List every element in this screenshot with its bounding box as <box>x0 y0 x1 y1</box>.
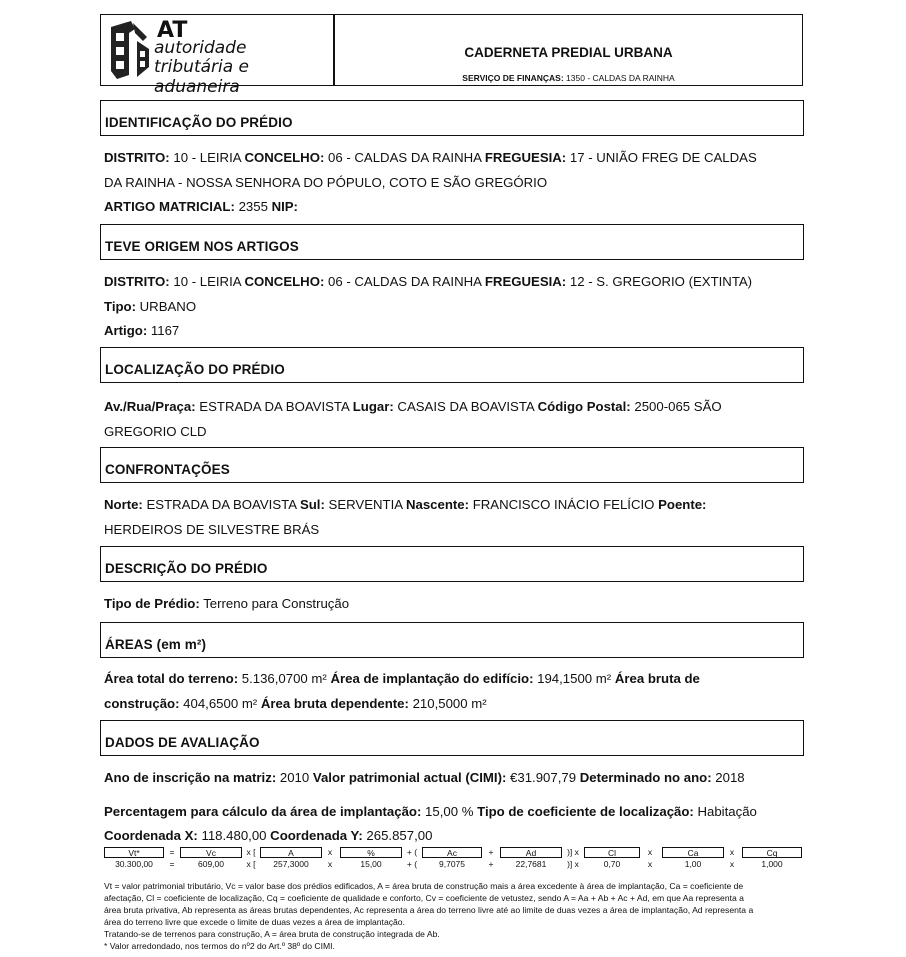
descricao-body: Tipo de Prédio: Terreno para Construção <box>104 596 350 611</box>
document-title: CADERNETA PREDIAL URBANA <box>464 45 673 60</box>
concelho-value: 06 - CALDAS DA RAINHA <box>328 150 482 165</box>
formula-value: 30.300,00 <box>115 859 153 869</box>
service-label: SERVIÇO DE FINANÇAS: <box>462 73 564 83</box>
formula-header: A <box>260 847 322 858</box>
formula-header: Ca <box>662 847 724 858</box>
artigo-matricial-value: 2355 <box>238 199 268 214</box>
avaliacao-line1: Ano de inscrição na matriz: 2010 Valor patrimonial actual (CIMI): €31.907,79 Determinado no ano: 2018 <box>104 770 745 785</box>
formula-value: 609,00 <box>198 859 224 869</box>
distrito-value: 10 - LEIRIA <box>173 150 241 165</box>
footnotes: Vt = valor patrimonial tributário, Vc = valor base dos prédios edificados, A = área bruta de construção mais a área excedente à área de implantação, Ca = coeficiente de afectação, Cl = coeficiente de localização, Cq = coeficiente de qualidade e conforto, Cv = coeficiente de vetustez, sendo A = Aa + Ab + Ac + Ad, em que Aa representa a área bruta privativa, Ab representa as áreas brutas dependentes, Ac representa a área do terreno livre até ao limite de duas vezes a área de implantação, Ad representa a área do terreno livre que excede o limite de duas vezes a área de implantação. Tratando-se de terrenos para construção, A = área bruta de construção integrada de Ab. * Valor arredondado, nos termos do nº2 do Art.º 38º do CIMI. <box>104 881 754 951</box>
formula-header: Ad <box>500 847 562 858</box>
avaliacao-line2: Percentagem para cálculo da área de implantação: 15,00 % Tipo de coeficiente de localização: Habitação <box>104 804 757 819</box>
vpt-value: €31.907,79 <box>510 770 577 785</box>
logo-line1: autoridade <box>154 38 247 58</box>
formula-header: Ac <box>422 847 482 858</box>
formula-header-row: Vt* = Vc x [ A x % + ( Ac + Ad )] x Cl x Ca x Cq <box>100 847 804 858</box>
areas-body: Área total do terreno: 5.136,0700 m² Área de implantação do edifício: 194,1500 m² Área bruta de construção: 404,6500 m² Área bruta dependente: 210,5000 m² <box>104 671 700 711</box>
section-confrontacoes: CONFRONTAÇÕES <box>100 447 804 483</box>
document-title-box <box>334 14 803 86</box>
formula-value: 9,7075 <box>439 859 465 869</box>
section-origem: TEVE ORIGEM NOS ARTIGOS <box>100 224 804 260</box>
formula-header: Cq <box>742 847 802 858</box>
formula-value: 22,7681 <box>515 859 547 869</box>
formula-value: 1,000 <box>761 859 783 869</box>
freguesia-value-cont: DA RAINHA - NOSSA SENHORA DO PÓPULO, COTO E SÃO GREGÓRIO <box>104 174 548 190</box>
identificacao-body: DISTRITO: 10 - LEIRIA CONCELHO: 06 - CALDAS DA RAINHA FREGUESIA: 17 - UNIÃO FREG DE CALDAS DA RAINHA - NOSSA SENHORA DO PÓPULO, COTO E SÃO GREGÓRIO ARTIGO MATRICIAL: 2355 NIP: <box>104 146 804 220</box>
service-line <box>335 73 802 83</box>
avaliacao-line3: Coordenada X: 118.480,00 Coordenada Y: 265.857,00 <box>104 828 433 843</box>
logo-at: AT <box>157 18 188 43</box>
section-avaliacao: DADOS DE AVALIAÇÃO <box>100 720 804 756</box>
logo-line2: tributária e aduaneira <box>154 57 250 97</box>
section-descricao: DESCRIÇÃO DO PRÉDIO <box>100 546 804 582</box>
freguesia-value: 17 - UNIÃO FREG DE CALDAS <box>569 150 757 165</box>
formula-value: 257,3000 <box>273 859 309 869</box>
section-areas: ÁREAS (em m²) <box>100 622 804 658</box>
formula-header: % <box>340 847 402 858</box>
formula-value: 1,00 <box>684 859 702 869</box>
localizacao-body: Av./Rua/Praça: ESTRADA DA BOAVISTA Lugar: CASAIS DA BOAVISTA Código Postal: 2500-065 SÃO GREGORIO CLD <box>104 399 722 439</box>
service-value: 1350 - CALDAS DA RAINHA <box>566 73 675 83</box>
section-localizacao: LOCALIZAÇÃO DO PRÉDIO <box>100 347 804 383</box>
formula-header: Vc <box>180 847 242 858</box>
formula-header: Cl <box>584 847 640 858</box>
confrontacoes-body: Norte: ESTRADA DA BOAVISTA Sul: SERVENTIA Nascente: FRANCISCO INÁCIO FELÍCIO Poente: HERDEIROS DE SILVESTRE BRÁS <box>104 497 707 537</box>
formula-header: Vt* <box>104 847 164 858</box>
formula-value: 15,00 <box>360 859 382 869</box>
at-emblem-icon <box>107 19 153 81</box>
at-logo-box <box>100 14 334 97</box>
section-identificacao: IDENTIFICAÇÃO DO PRÉDIO <box>100 100 804 136</box>
formula-values-row: 30.300,00 = 609,00 x [ 257,3000 x 15,00 + ( 9,7075 + 22,7681 )] x 0,70 x 1,00 x 1,000 <box>100 859 804 870</box>
formula-value: 0,70 <box>603 859 621 869</box>
origem-body: DISTRITO: 10 - LEIRIA CONCELHO: 06 - CALDAS DA RAINHA FREGUESIA: 12 - S. GREGORIO (EXTINTA) Tipo: URBANO Artigo: 1167 <box>104 274 753 338</box>
